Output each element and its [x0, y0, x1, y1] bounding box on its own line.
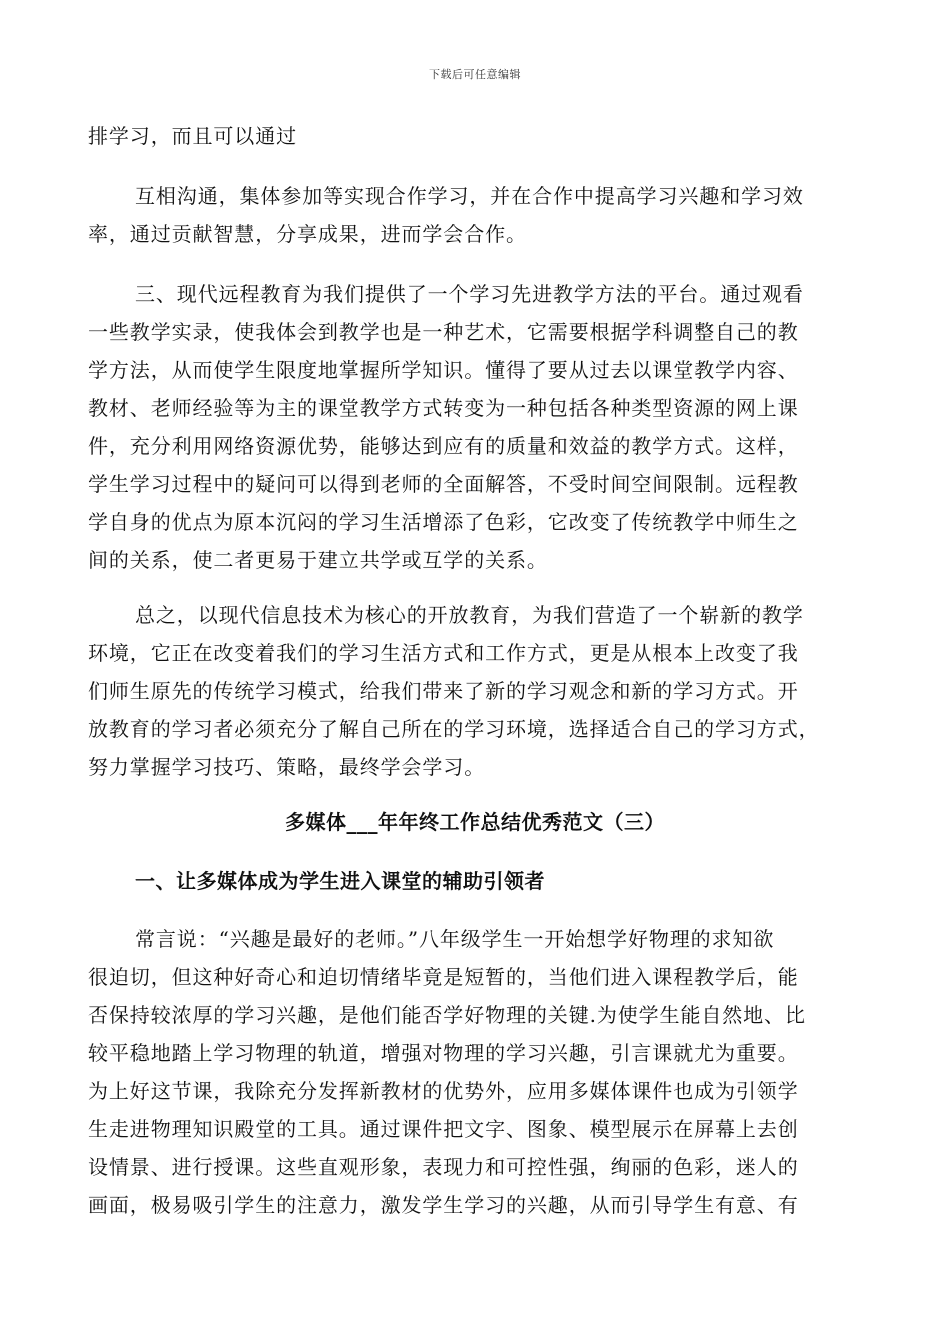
- text-line: 设情景、进行授课。这些直观形象，表现力和可控性强，绚丽的色彩，迷人的: [88, 1155, 799, 1179]
- text-line: 学生学习过程中的疑问可以得到老师的全面解答，不受时间空间限制。远程教: [88, 472, 799, 496]
- text-line: 排学习，而且可以通过: [88, 124, 297, 148]
- text-line: 画面，极易吸引学生的注意力，激发学生学习的兴趣，从而引导学生有意、有: [88, 1193, 799, 1217]
- page-header: 下载后可任意编辑: [429, 68, 521, 81]
- text-line: 间的关系，使二者更易于建立共学或互学的关系。: [88, 548, 548, 572]
- text-line: 很迫切，但这种好奇心和迫切情绪毕竟是短暂的，当他们进入课程教学后，能: [88, 965, 799, 989]
- text-line: 教材、老师经验等为主的课堂教学方式转变为一种包括各种类型资源的网上课: [88, 396, 799, 420]
- text-line: 较平稳地踏上学习物理的轨道，增强对物理的学习兴趣，引言课就尤为重要。: [88, 1041, 799, 1065]
- text-line: 们师生原先的传统学习模式，给我们带来了新的学习观念和新的学习方式。开: [88, 679, 799, 703]
- text-line: 一些教学实录，使我体会到教学也是一种艺术，它需要根据学科调整自己的教: [88, 320, 799, 344]
- text-line: 三、现代远程教育为我们提供了一个学习先进教学方法的平台。通过观看: [135, 282, 804, 306]
- text-line: 为上好这节课，我除充分发挥新教材的优势外，应用多媒体课件也成为引领学: [88, 1079, 799, 1103]
- text-line: 件，充分利用网络资源优势，能够达到应有的质量和效益的教学方式。这样，: [88, 434, 799, 458]
- text-line: 率，通过贡献智慧，分享成果，进而学会合作。: [88, 222, 527, 246]
- text-line: 放教育的学习者必须充分了解自己所在的学习环境，选择适合自己的学习方式，: [88, 717, 820, 741]
- text-line: 学自身的优点为原本沉闷的学习生活增添了色彩，它改变了传统教学中师生之: [88, 510, 799, 534]
- section-title: 多媒体___年年终工作总结优秀范文（三）: [285, 810, 665, 834]
- text-line: 努力掌握学习技巧、策略，最终学会学习。: [88, 755, 486, 779]
- text-line: 生走进物理知识殿堂的工具。通过课件把文字、图象、模型展示在屏幕上去创: [88, 1117, 799, 1141]
- text-line: 互相沟通，集体参加等实现合作学习，并在合作中提高学习兴趣和学习效: [135, 184, 804, 208]
- text-line: 学方法，从而使学生限度地掌握所学知识。懂得了要从过去以课堂教学内容、: [88, 358, 799, 382]
- text-line: 总之，以现代信息技术为核心的开放教育，为我们营造了一个崭新的教学: [135, 603, 804, 627]
- text-line: 否保持较浓厚的学习兴趣，是他们能否学好物理的关键.为使学生能自然地、比: [88, 1003, 806, 1027]
- text-line: 环境，它正在改变着我们的学习生活方式和工作方式，更是从根本上改变了我: [88, 641, 799, 665]
- text-line: 常言说：“兴趣是最好的老师。”八年级学生一开始想学好物理的求知欲: [135, 927, 775, 951]
- section-heading: 一、让多媒体成为学生进入课堂的辅助引领者: [135, 869, 545, 893]
